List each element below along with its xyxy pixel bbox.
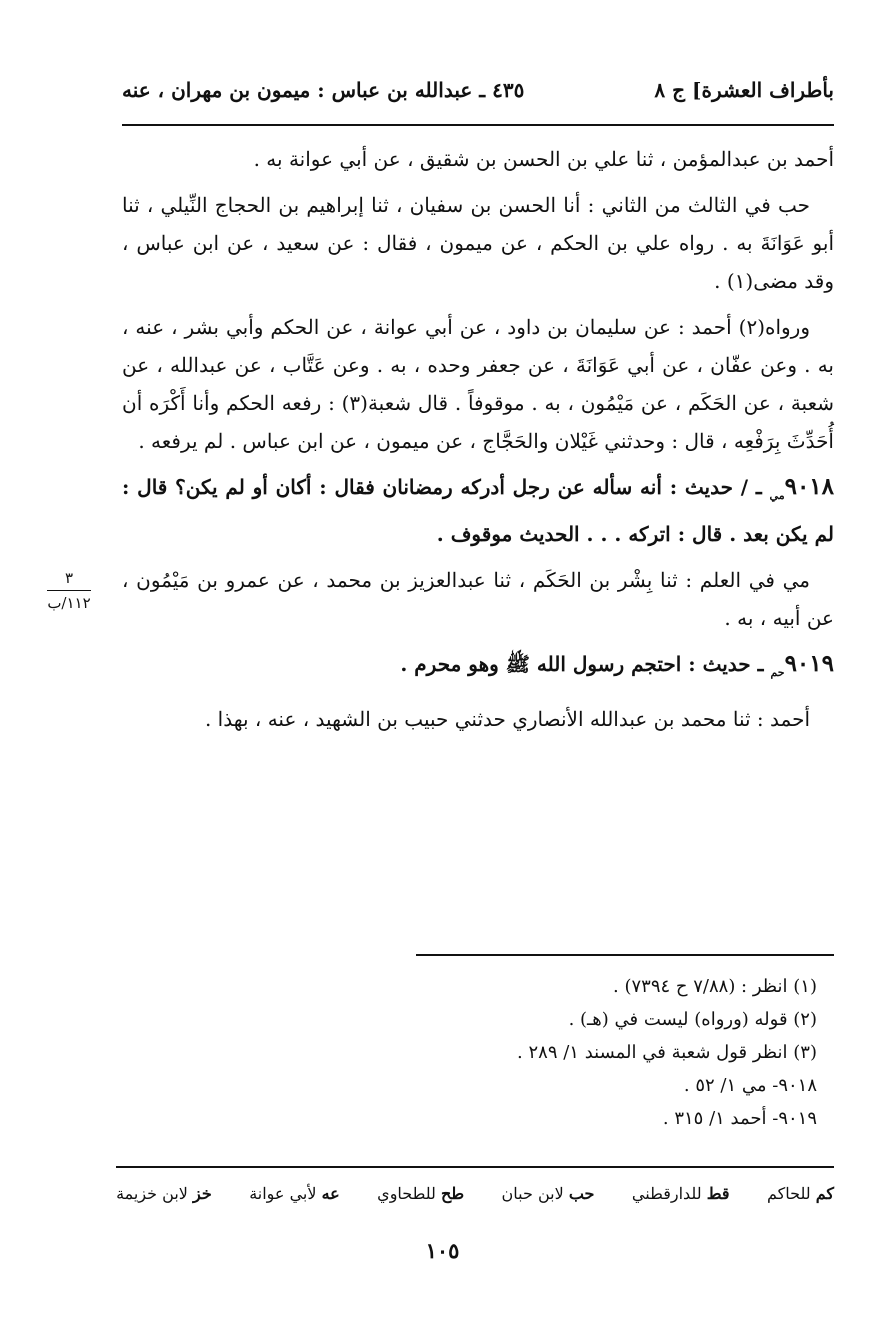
footnote-9018: ٩٠١٨- مي ١/ ٥٢ .: [683, 1075, 817, 1096]
hadith-9018-text: ـ / حديث : أنه سأله عن رجل أدركه رمضانان فقال : أكان أو لم يكن؟ قال : لم يكن بعد . قال : اتركه . . . الحديث موقوف .: [122, 475, 834, 546]
hadith-9019-number: ٩٠١٩: [784, 650, 834, 677]
margin-note-top: ٣: [64, 569, 74, 587]
abbrev-hakim: كم للحاكم: [767, 1184, 834, 1203]
abbrev-khuzaymah: خز لابن خزيمة: [116, 1184, 212, 1203]
margin-note-divider: [47, 590, 91, 591]
header-book-title: بأطراف العشرة] ج ٨: [654, 78, 834, 102]
header-rule: [122, 124, 834, 126]
running-header: [122, 78, 834, 112]
paragraph-4: مي في العلم : ثنا بِشْر بن الحَكَم ، ثنا عبدالعزيز بن محمد ، عن عمرو بن مَيْمُون ، عن أبيه ، به .: [122, 568, 834, 630]
main-text: [122, 140, 834, 746]
abbrev-ibn-hibban: حب لابن حبان: [501, 1184, 595, 1203]
footnote-3: (٣) انظر قول شعبة في المسند ١/ ٢٨٩ .: [517, 1042, 817, 1063]
hadith-9019-text: ـ حديث : احتجم رسول الله ﷺ وهو محرم .: [400, 652, 764, 676]
footnote-9019: ٩٠١٩- أحمد ١/ ٣١٥ .: [662, 1108, 817, 1129]
hadith-9018-number: ٩٠١٨: [784, 473, 835, 500]
hadith-9019-heading: [122, 645, 834, 692]
page-number: ١٠٥: [425, 1238, 460, 1263]
footnote-1: (١) انظر : (٧/٨٨ ح ٧٣٩٤) .: [613, 976, 817, 997]
abbreviation-rule: [116, 1166, 834, 1168]
paragraph-2: حب في الثالث من الثاني : أنا الحسن بن سفيان ، ثنا إبراهيم بن الحجاج النِّيلي ، ثنا أبو عَوَانَةَ به . رواه علي بن الحكم ، عن ميمون ، فقال : عن سعيد ، عن ابن عباس ، وقد مضى(١) .: [122, 193, 834, 293]
footnote-2: (٢) قوله (ورواه) ليست في (هـ) .: [568, 1009, 817, 1030]
header-chapter-title: ٤٣٥ ـ عبدالله بن عباس : ميمون بن مهران ، عنه: [122, 78, 525, 102]
abbrev-abu-awanah: عه لأبي عوانة: [249, 1184, 340, 1203]
margin-note-bottom: ١١٢/ب: [47, 594, 91, 612]
margin-manuscript-note: [34, 568, 104, 613]
footnote-rule: [416, 954, 834, 956]
hadith-9018-sigil: مي: [769, 489, 785, 502]
abbrev-tahawi: طح للطحاوي: [377, 1184, 465, 1203]
paragraph-1: أحمد بن عبدالمؤمن ، ثنا علي بن الحسن بن شقيق ، عن أبي عوانة به .: [253, 147, 834, 171]
hadith-9019-sigil: حم: [770, 666, 785, 679]
abbrev-daraqutni: قط للدارقطني: [631, 1184, 730, 1203]
footnotes: [257, 970, 817, 1135]
abbreviation-key: [116, 1184, 834, 1214]
hadith-9018-heading: [122, 468, 834, 553]
paragraph-5: أحمد : ثنا محمد بن عبدالله الأنصاري حدثني حبيب بن الشهيد ، عنه ، بهذا .: [204, 707, 810, 731]
paragraph-3: ورواه(٢) أحمد : عن سليمان بن داود ، عن أبي عوانة ، عن الحكم وأبي بشر ، عنه ، به . وعن عفّان ، عن أبي عَوَانَةَ ، عن جعفر وحده ، به . وعن عَتَّاب ، عن عبدالله ، عن شعبة ، عن الحَكَم ، عن مَيْمُون ، به . موقوفاً . قال شعبة(٣) : رفعه الحكم وأنا أَكْرَه أن أُحَدِّثَ بِرَفْعِه ، قال : وحدثني غَيْلان والحَجَّاج ، عن ميمون ، عن ابن عباس . لم يرفعه .: [122, 315, 834, 453]
